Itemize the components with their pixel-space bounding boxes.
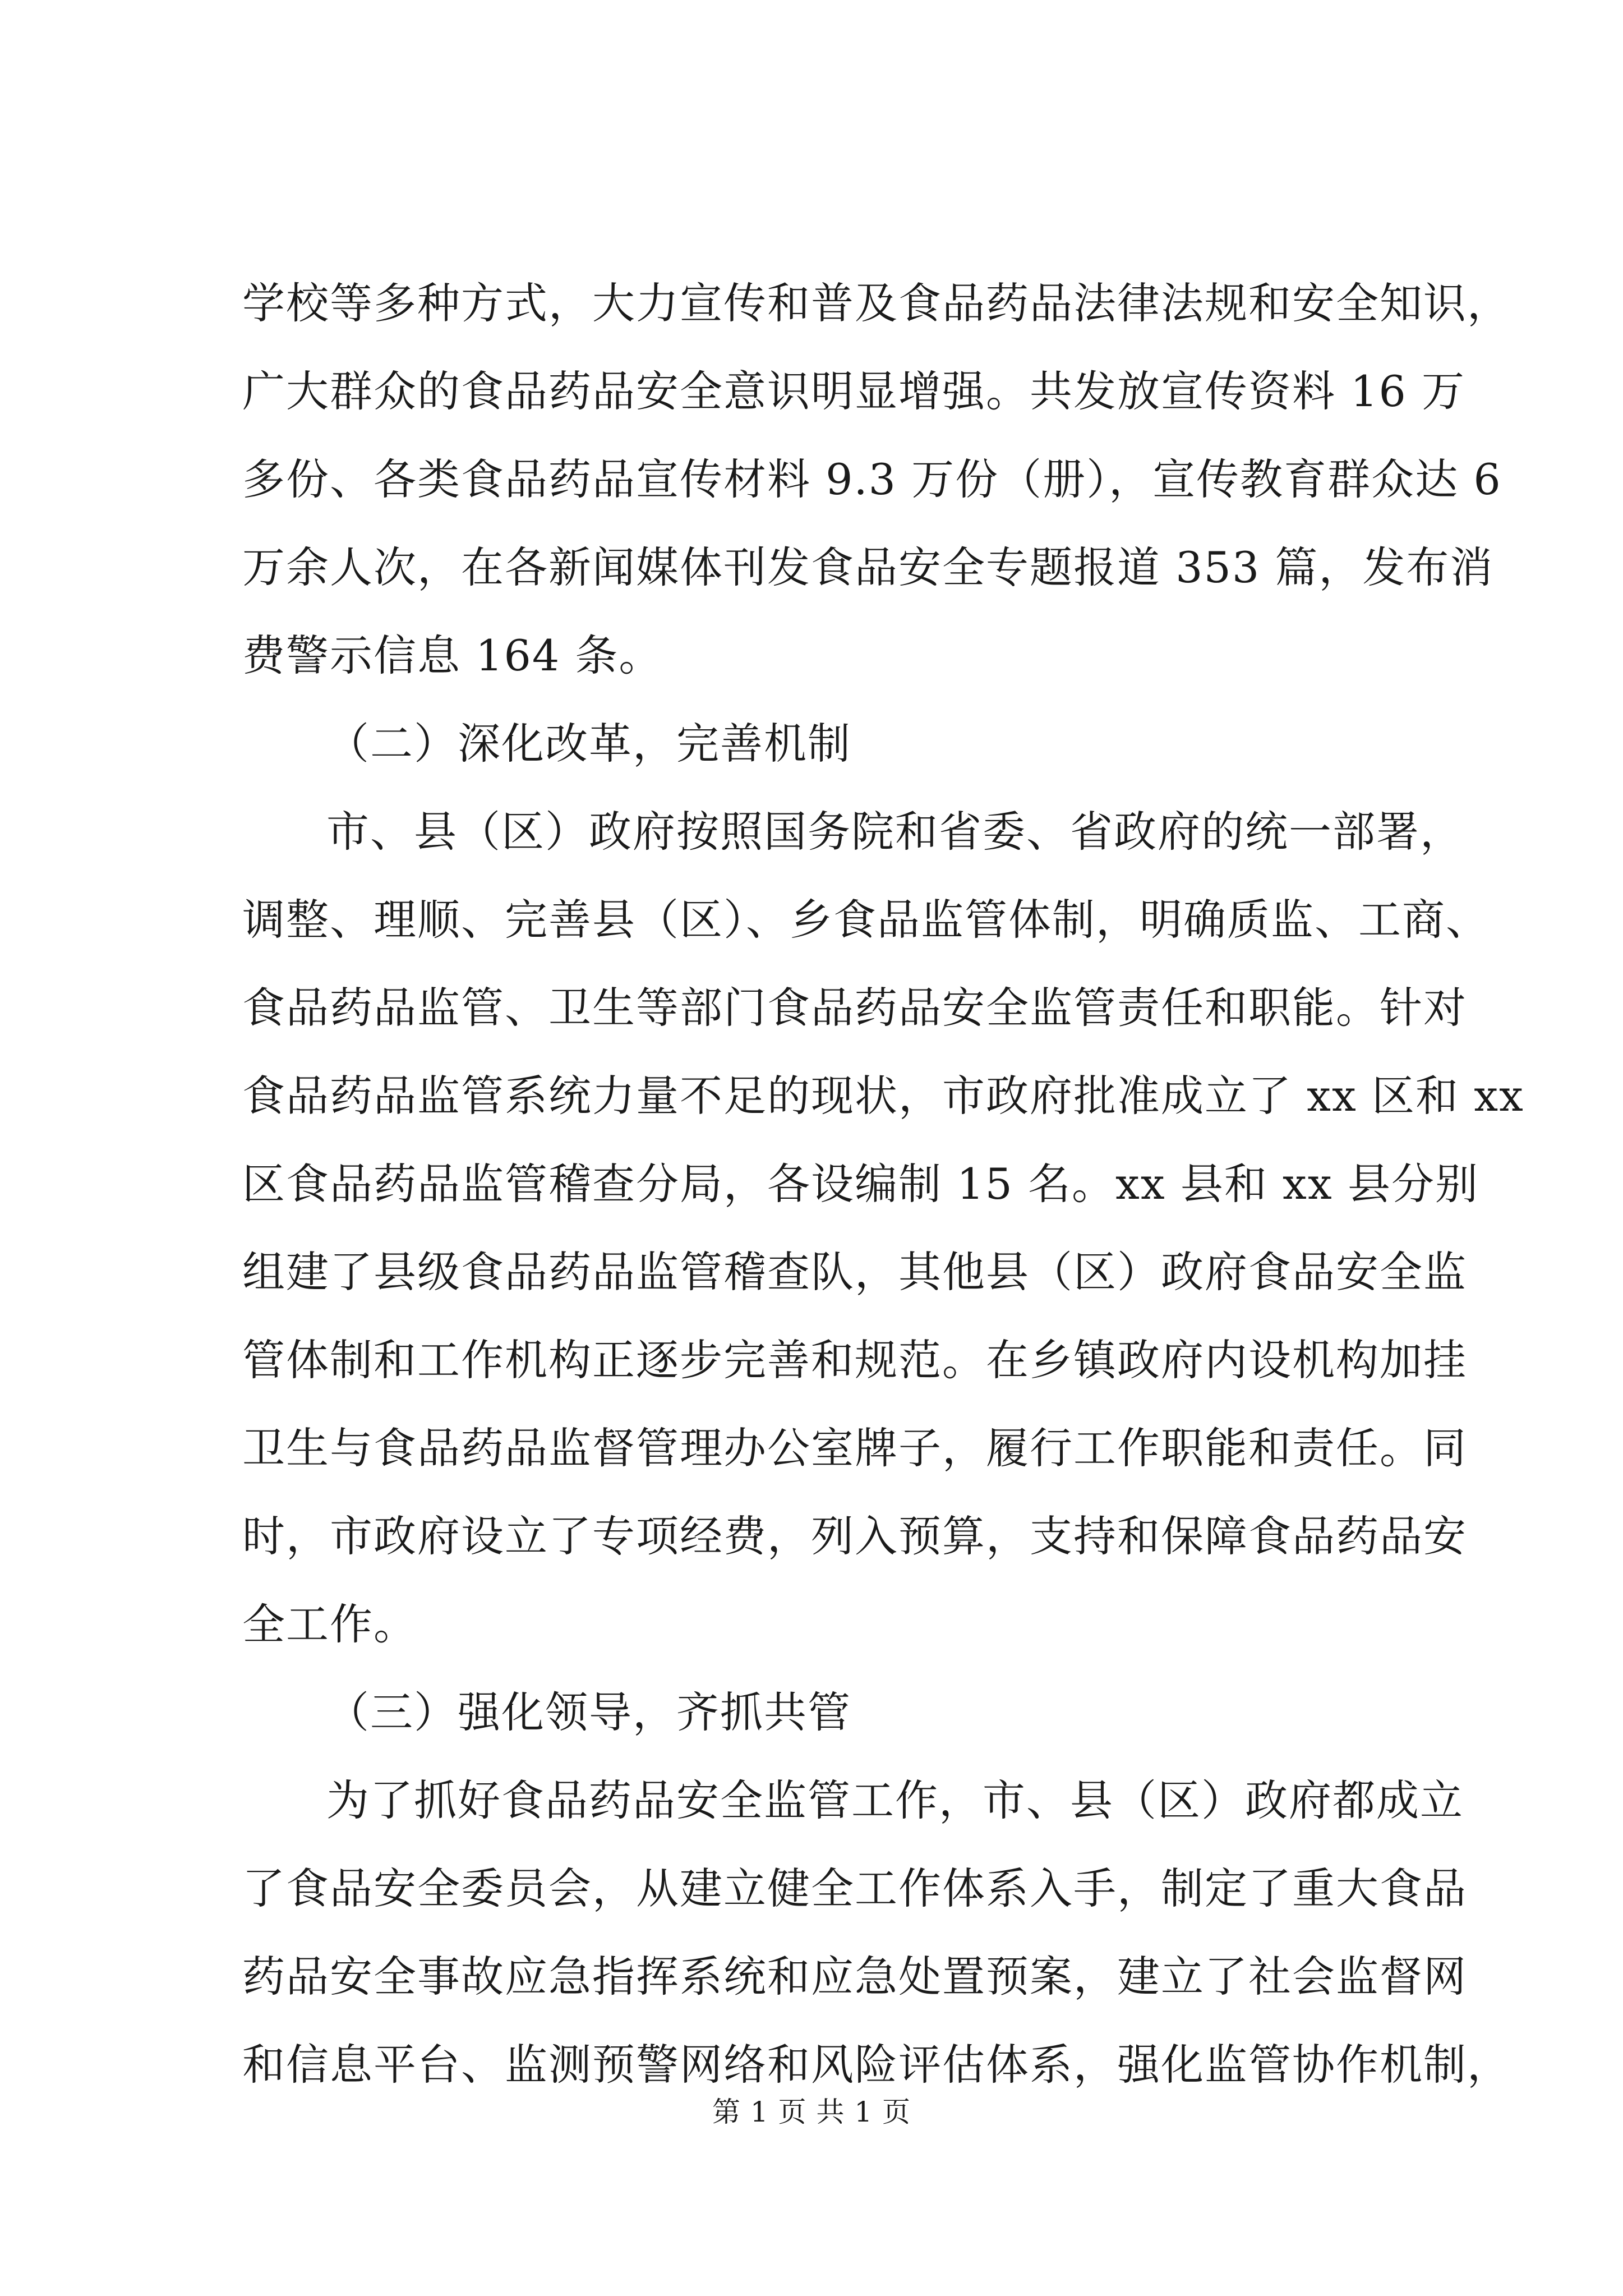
- paragraph-first-line: 为了抓好食品药品安全监管工作，市、县（区）政府都成立: [326, 1775, 1464, 1825]
- body-line: 区食品药品监管稽查分局，各设编制 15 名。xx 县和 xx 县分别: [242, 1159, 1479, 1209]
- body-line: 广大群众的食品药品安全意识明显增强。共发放宣传资料 16 万: [242, 366, 1466, 416]
- body-line: 万余人次，在各新闻媒体刊发食品安全专题报道 353 篇，发布消: [242, 542, 1494, 592]
- body-line: 学校等多种方式，大力宣传和普及食品药品法律法规和安全知识，: [242, 278, 1511, 328]
- page-footer: 第 1 页 共 1 页: [712, 2096, 911, 2128]
- body-line: 组建了县级食品药品监管稽查队，其他县（区）政府食品安全监: [242, 1247, 1467, 1297]
- body-line: 调整、理顺、完善县（区）、乡食品监管体制，明确质监、工商、: [242, 895, 1490, 945]
- body-line: 全工作。: [242, 1599, 417, 1649]
- body-line: 食品药品监管、卫生等部门食品药品安全监管责任和职能。针对: [242, 983, 1467, 1033]
- body-line: 费警示信息 164 条。: [242, 631, 663, 680]
- body-line: 时，市政府设立了专项经费，列入预算，支持和保障食品药品安: [242, 1511, 1467, 1561]
- body-line: 和信息平台、监测预警网络和风险评估体系，强化监管协作机制，: [242, 2040, 1511, 2090]
- body-line: 管体制和工作机构正逐步完善和规范。在乡镇政府内设机构加挂: [242, 1335, 1467, 1385]
- body-line: 多份、各类食品药品宣传材料 9.3 万份（册），宣传教育群众达 6: [242, 454, 1502, 504]
- section-heading: （二）深化改革，完善机制: [326, 719, 851, 769]
- section-heading: （三）强化领导，齐抓共管: [326, 1687, 851, 1737]
- body-line: 食品药品监管系统力量不足的现状，市政府批准成立了 xx 区和 xx: [242, 1071, 1524, 1121]
- document-body: [242, 259, 1524, 2109]
- body-line: 药品安全事故应急指挥系统和应急处置预案，建立了社会监督网: [242, 1952, 1467, 2001]
- paragraph-first-line: 市、县（区）政府按照国务院和省委、省政府的统一部署，: [326, 807, 1464, 857]
- body-line: 卫生与食品药品监督管理办公室牌子，履行工作职能和责任。同: [242, 1423, 1467, 1473]
- body-line: 了食品安全委员会，从建立健全工作体系入手，制定了重大食品: [242, 1864, 1467, 1913]
